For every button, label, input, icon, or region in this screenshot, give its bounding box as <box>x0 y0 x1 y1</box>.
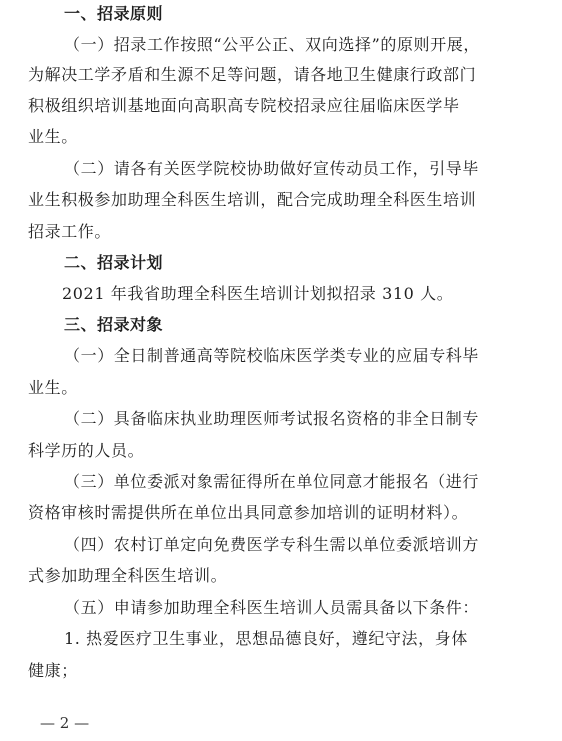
section-heading-plan: 二、招录计划 <box>64 253 164 272</box>
paragraph-line: 资格审核时需提供所在单位出具同意参加培训的证明材料）。 <box>28 503 469 522</box>
paragraph-line: （五）申请参加助理全科医生培训人员需具备以下条件： <box>64 598 480 617</box>
paragraph-line: （一）全日制普通高等院校临床医学类专业的应届专科毕 <box>64 346 480 365</box>
paragraph-line: 科学历的人员。 <box>28 441 145 460</box>
paragraph-line: 业生。 <box>28 127 78 146</box>
paragraph-line: 业生积极参加助理全科医生培训，配合完成助理全科医生培训 <box>28 190 477 209</box>
paragraph-line: （四）农村订单定向免费医学专科生需以单位委派培训方 <box>64 535 480 554</box>
paragraph-line: （二）具备临床执业助理医师考试报名资格的非全日制专 <box>64 409 480 428</box>
paragraph-line: 式参加助理全科医生培训。 <box>28 566 228 585</box>
paragraph-line: 为解决工学矛盾和生源不足等问题，请各地卫生健康行政部门 <box>28 65 477 84</box>
paragraph-line: 健康； <box>28 661 78 680</box>
section-heading-principles: 一、招录原则 <box>64 4 164 23</box>
section-heading-targets: 三、招录对象 <box>64 315 164 334</box>
paragraph-line: 1. 热爱医疗卫生事业，思想品德良好，遵纪守法，身体 <box>64 629 468 648</box>
page-number: — 2 — <box>40 714 90 732</box>
paragraph-line: （二）请各有关医学院校协助做好宣传动员工作，引导毕 <box>64 159 480 178</box>
paragraph-line: 积极组织培训基地面向高职高专院校招录应往届临床医学毕 <box>28 96 460 115</box>
paragraph-line: 招录工作。 <box>28 222 112 241</box>
paragraph-line: 业生。 <box>28 378 78 397</box>
paragraph-line: 2021 年我省助理全科医生培训计划拟招录 310 人。 <box>62 284 454 303</box>
paragraph-line: （一）招录工作按照“公平公正、双向选择”的原则开展， <box>64 35 480 54</box>
paragraph-line: （三）单位委派对象需征得所在单位同意才能报名（进行 <box>64 472 480 491</box>
